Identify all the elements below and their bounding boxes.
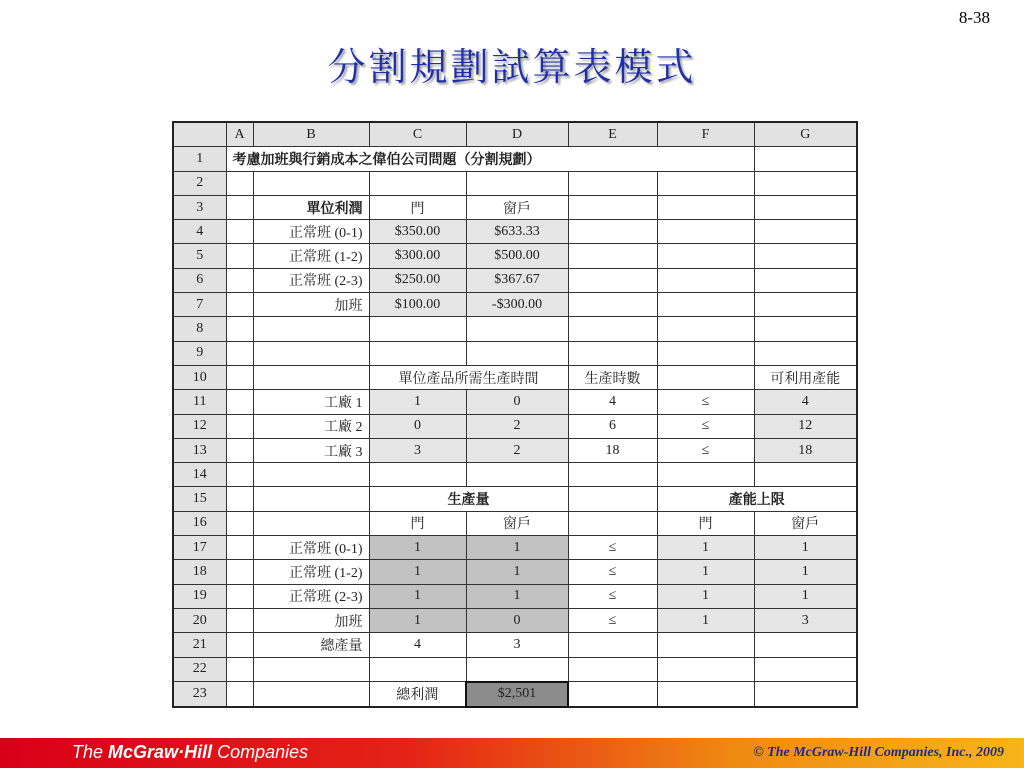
copyright-text: © The McGraw-Hill Companies, Inc., 2009 (753, 745, 1004, 760)
value-cell[interactable]: 0 (466, 390, 568, 414)
value-cell[interactable]: $100.00 (369, 293, 466, 317)
label-cell[interactable]: 總產量 (253, 633, 369, 657)
table-row (173, 390, 857, 414)
table-row (173, 244, 857, 268)
table-row (173, 220, 857, 244)
cell[interactable] (754, 244, 857, 268)
cell[interactable] (226, 414, 253, 438)
cell[interactable] (568, 511, 657, 535)
table-row (173, 584, 857, 608)
cell[interactable] (369, 657, 466, 682)
value-cell[interactable]: $500.00 (466, 244, 568, 268)
cell[interactable] (253, 511, 369, 535)
row-header[interactable]: 22 (173, 657, 226, 682)
cell[interactable] (568, 195, 657, 219)
label-cell[interactable]: 正常班 (1-2) (253, 244, 369, 268)
row-header[interactable]: 7 (173, 293, 226, 317)
cell[interactable] (657, 171, 754, 195)
cell[interactable] (657, 195, 754, 219)
table-row (173, 511, 857, 535)
value-cell[interactable]: $367.67 (466, 268, 568, 292)
page-number: 8-38 (958, 8, 990, 27)
column-header-b[interactable]: B (253, 122, 369, 147)
value-cell[interactable]: 1 (657, 608, 754, 632)
label-cell[interactable]: 工廠 2 (253, 414, 369, 438)
group-label-cell[interactable]: 生產量 (369, 487, 568, 511)
row-header[interactable]: 15 (173, 487, 226, 511)
cell[interactable] (253, 487, 369, 511)
row-header[interactable]: 6 (173, 268, 226, 292)
table-row (173, 487, 857, 511)
cell[interactable] (466, 463, 568, 487)
column-label-cell[interactable]: 門 (369, 511, 466, 535)
cell[interactable] (754, 171, 857, 195)
cell[interactable] (657, 657, 754, 682)
value-cell[interactable]: 2 (466, 438, 568, 462)
cell[interactable] (568, 341, 657, 365)
cell[interactable] (568, 171, 657, 195)
column-header-a[interactable]: A (226, 122, 253, 147)
slide-title: 分割規劃試算表模式 (327, 45, 697, 89)
cell[interactable] (226, 268, 253, 292)
value-cell[interactable]: $350.00 (369, 220, 466, 244)
table-row (173, 268, 857, 292)
table-row (173, 633, 857, 657)
value-cell[interactable]: 1 (754, 560, 857, 584)
value-cell[interactable]: 3 (754, 608, 857, 632)
cell[interactable] (253, 341, 369, 365)
value-cell[interactable]: 1 (369, 390, 466, 414)
cell[interactable] (568, 293, 657, 317)
value-cell[interactable]: 4 (568, 390, 657, 414)
value-cell[interactable]: 12 (754, 414, 857, 438)
operator-cell[interactable]: ≤ (657, 438, 754, 462)
row-header[interactable]: 1 (173, 147, 226, 171)
cell[interactable] (226, 317, 253, 341)
value-cell[interactable]: 1 (754, 584, 857, 608)
label-cell[interactable]: 正常班 (0-1) (253, 536, 369, 560)
label-cell[interactable]: 工廠 3 (253, 438, 369, 462)
cell[interactable] (657, 463, 754, 487)
value-cell[interactable]: 1 (657, 560, 754, 584)
cell[interactable] (226, 390, 253, 414)
table-row (173, 560, 857, 584)
cell[interactable] (568, 268, 657, 292)
logo-prefix: The (72, 742, 104, 762)
cell[interactable] (657, 365, 754, 389)
row-header[interactable]: 13 (173, 438, 226, 462)
logo-suffix: Companies (217, 742, 309, 762)
value-cell[interactable]: $300.00 (369, 244, 466, 268)
cell[interactable] (226, 220, 253, 244)
cell[interactable] (226, 195, 253, 219)
cell[interactable] (568, 244, 657, 268)
decision-cell[interactable]: 0 (466, 608, 568, 632)
cell[interactable] (226, 438, 253, 462)
row-header[interactable]: 12 (173, 414, 226, 438)
table-row (173, 463, 857, 487)
value-cell[interactable]: 4 (369, 633, 466, 657)
cell[interactable] (657, 317, 754, 341)
cell[interactable] (466, 171, 568, 195)
row-header[interactable]: 20 (173, 608, 226, 632)
cell[interactable] (226, 608, 253, 632)
operator-cell[interactable]: ≤ (657, 414, 754, 438)
cell[interactable] (226, 293, 253, 317)
cell[interactable] (369, 171, 466, 195)
cell[interactable] (226, 171, 253, 195)
row-header[interactable]: 8 (173, 317, 226, 341)
value-cell[interactable]: -$300.00 (466, 293, 568, 317)
cell[interactable] (369, 341, 466, 365)
total-profit-cell[interactable]: $2,501 (466, 682, 568, 707)
cell[interactable] (754, 195, 857, 219)
cell[interactable] (754, 268, 857, 292)
cell[interactable] (253, 317, 369, 341)
cell[interactable] (226, 463, 253, 487)
value-cell[interactable]: 1 (657, 536, 754, 560)
row-header[interactable]: 5 (173, 244, 226, 268)
column-label-cell[interactable]: 門 (369, 195, 466, 219)
label-cell[interactable]: 工廠 1 (253, 390, 369, 414)
table-row (173, 365, 857, 389)
cell[interactable] (253, 463, 369, 487)
spreadsheet (172, 121, 858, 708)
table-row (173, 608, 857, 632)
label-cell[interactable]: 正常班 (2-3) (253, 268, 369, 292)
row-header[interactable]: 18 (173, 560, 226, 584)
cell[interactable] (226, 657, 253, 682)
cell[interactable] (657, 268, 754, 292)
decision-cell[interactable]: 1 (466, 536, 568, 560)
logo-brand: McGraw·Hill (108, 742, 213, 762)
column-header-g[interactable]: G (754, 122, 857, 147)
cell[interactable] (754, 341, 857, 365)
cell[interactable] (657, 341, 754, 365)
cell[interactable] (754, 657, 857, 682)
cell[interactable] (568, 657, 657, 682)
cell[interactable] (253, 365, 369, 389)
value-cell[interactable]: 1 (657, 584, 754, 608)
sheet-heading-cell[interactable]: 考慮加班與行銷成本之偉伯公司問題（分割規劃） (226, 147, 754, 171)
mcgraw-hill-logo (72, 742, 308, 763)
decision-cell[interactable]: 1 (466, 560, 568, 584)
table-row (173, 195, 857, 219)
cell[interactable] (657, 682, 754, 707)
table-row (173, 171, 857, 195)
cell[interactable] (369, 317, 466, 341)
cell[interactable] (657, 633, 754, 657)
column-label-cell[interactable]: 門 (657, 511, 754, 535)
cell[interactable] (754, 633, 857, 657)
label-cell[interactable]: 加班 (253, 293, 369, 317)
value-cell[interactable]: 18 (754, 438, 857, 462)
cell[interactable] (466, 317, 568, 341)
row-header[interactable]: 4 (173, 220, 226, 244)
label-cell[interactable]: 加班 (253, 608, 369, 632)
table-row (173, 536, 857, 560)
label-cell[interactable]: 總利潤 (369, 682, 466, 707)
label-cell[interactable]: 正常班 (0-1) (253, 220, 369, 244)
cell[interactable] (226, 511, 253, 535)
cell[interactable] (226, 244, 253, 268)
table-row (173, 341, 857, 365)
group-label-cell[interactable]: 單位產品所需生產時間 (369, 365, 568, 389)
operator-cell[interactable]: ≤ (657, 390, 754, 414)
cell[interactable] (657, 244, 754, 268)
cell[interactable] (226, 584, 253, 608)
decision-cell[interactable]: 1 (466, 584, 568, 608)
cell[interactable] (253, 657, 369, 682)
row-header[interactable]: 17 (173, 536, 226, 560)
value-cell[interactable]: 4 (754, 390, 857, 414)
label-cell[interactable]: 正常班 (2-3) (253, 584, 369, 608)
value-cell[interactable]: 2 (466, 414, 568, 438)
cell[interactable] (754, 220, 857, 244)
cell[interactable] (466, 657, 568, 682)
column-header-c[interactable]: C (369, 122, 466, 147)
table-row (173, 682, 857, 707)
cell[interactable] (568, 463, 657, 487)
group-label-cell[interactable]: 產能上限 (657, 487, 857, 511)
cell[interactable] (568, 633, 657, 657)
value-cell[interactable]: $250.00 (369, 268, 466, 292)
table-row (173, 147, 857, 171)
cell[interactable] (226, 536, 253, 560)
row-header[interactable]: 10 (173, 365, 226, 389)
column-label-cell[interactable]: 可利用產能 (754, 365, 857, 389)
value-cell[interactable]: 1 (754, 536, 857, 560)
cell[interactable] (226, 487, 253, 511)
cell[interactable] (226, 560, 253, 584)
column-header-f[interactable]: F (657, 122, 754, 147)
footer-bar (0, 738, 1024, 768)
value-cell[interactable]: $633.33 (466, 220, 568, 244)
value-cell[interactable]: 6 (568, 414, 657, 438)
value-cell[interactable]: 3 (466, 633, 568, 657)
column-label-cell[interactable]: 窗戶 (754, 511, 857, 535)
value-cell[interactable]: 18 (568, 438, 657, 462)
cell[interactable] (568, 682, 657, 707)
row-header[interactable]: 21 (173, 633, 226, 657)
decision-cell[interactable]: 1 (369, 608, 466, 632)
operator-cell[interactable]: ≤ (568, 608, 657, 632)
table-row (173, 317, 857, 341)
column-header-e[interactable]: E (568, 122, 657, 147)
column-header-d[interactable]: D (466, 122, 568, 147)
cell[interactable] (226, 365, 253, 389)
operator-cell[interactable]: ≤ (568, 584, 657, 608)
row-header[interactable]: 16 (173, 511, 226, 535)
cell[interactable] (369, 463, 466, 487)
label-cell[interactable]: 單位利潤 (253, 195, 369, 219)
row-header[interactable]: 9 (173, 341, 226, 365)
row-header[interactable]: 11 (173, 390, 226, 414)
row-header[interactable]: 2 (173, 171, 226, 195)
label-cell[interactable]: 正常班 (1-2) (253, 560, 369, 584)
decision-cell[interactable]: 1 (369, 536, 466, 560)
table-row (173, 414, 857, 438)
value-cell[interactable]: 0 (369, 414, 466, 438)
cell[interactable] (754, 463, 857, 487)
value-cell[interactable]: 3 (369, 438, 466, 462)
cell[interactable] (754, 147, 857, 171)
decision-cell[interactable]: 1 (369, 584, 466, 608)
column-header-row (173, 122, 857, 147)
column-label-cell[interactable]: 生產時數 (568, 365, 657, 389)
cell[interactable] (253, 171, 369, 195)
table-row (173, 293, 857, 317)
cell[interactable] (226, 341, 253, 365)
operator-cell[interactable]: ≤ (568, 560, 657, 584)
cell[interactable] (754, 293, 857, 317)
decision-cell[interactable]: 1 (369, 560, 466, 584)
cell[interactable] (466, 341, 568, 365)
row-header[interactable]: 14 (173, 463, 226, 487)
corner-cell[interactable] (173, 122, 226, 147)
column-label-cell[interactable]: 窗戶 (466, 511, 568, 535)
cell[interactable] (568, 317, 657, 341)
cell[interactable] (568, 220, 657, 244)
cell[interactable] (754, 317, 857, 341)
table-row (173, 657, 857, 682)
cell[interactable] (568, 487, 657, 511)
table-row (173, 438, 857, 462)
row-header[interactable]: 3 (173, 195, 226, 219)
cell[interactable] (754, 682, 857, 707)
cell[interactable] (657, 220, 754, 244)
cell[interactable] (226, 682, 253, 707)
row-header[interactable]: 23 (173, 682, 226, 707)
cell[interactable] (253, 682, 369, 707)
operator-cell[interactable]: ≤ (568, 536, 657, 560)
cell[interactable] (657, 293, 754, 317)
row-header[interactable]: 19 (173, 584, 226, 608)
cell[interactable] (226, 633, 253, 657)
column-label-cell[interactable]: 窗戶 (466, 195, 568, 219)
